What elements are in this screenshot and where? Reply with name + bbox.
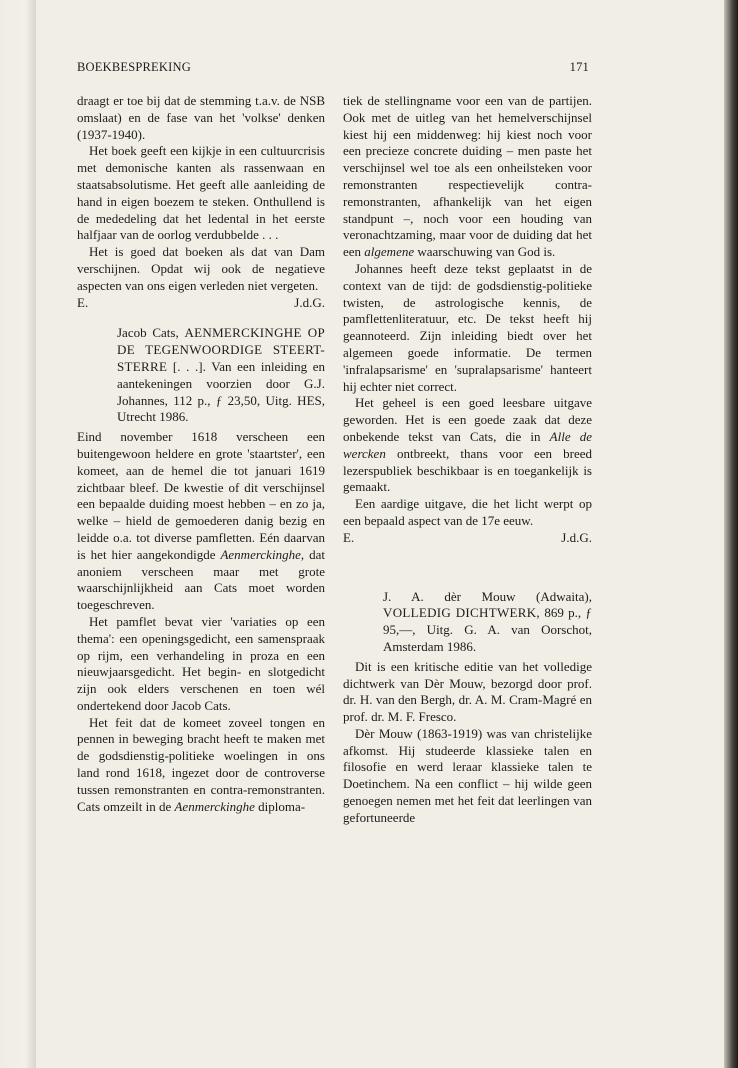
book-citation bbox=[117, 325, 325, 426]
paragraph: Het pamflet bevat vier 'variaties op een thema': een openingsgedicht, een samenspraak op rijm, een verhandeling in proza en een nieuwjaarsgedicht. Het begin- en slotgedicht zijn ook elders verschenen en toen wél ondertekend door Jacob Cats. bbox=[77, 613, 325, 713]
left-column bbox=[77, 93, 325, 815]
paragraph: Dit is een kritische editie van het volledige dichtwerk van Dèr Mouw, bezorgd door prof. dr. H. van den Bergh, dr. A. M. Cram-Magré en prof. dr. M. F. Fresco. bbox=[343, 658, 592, 725]
signature-initial: E. bbox=[343, 529, 355, 545]
section-gap bbox=[343, 547, 592, 589]
paragraph: tiek de stellingname voor een van de partijen. Ook met de uitleg van het hemelverschijnsel kiest hij een middenweg: hij kiest noch voor een precieze concrete duiding – men paste het verschijnsel wel toe als een onheilsteken voor remonstranten respectievelijk contra-remonstranten, afhankelijk van het eigen standpunt –, noch voor een houding van veronachtzaming, maar voor de duiding dat het een algemene waarschuwing van God is. bbox=[343, 93, 592, 260]
review-signature bbox=[343, 530, 592, 547]
page-header bbox=[77, 60, 589, 80]
paragraph: Een aardige uitgave, die het licht werpt op een bepaald aspect van de 17e eeuw. bbox=[343, 496, 592, 528]
paragraph: Johannes heeft deze tekst geplaatst in de context van de tijd: de godsdienstig-politieke twisten, de astrologische kennis, de pamflettenliteratuur, etc. De tekst heeft hij geannoteerd. Zijn inleiding biedt over het algemeen goede informatie. De termen 'infralapsarisme' en 'supralapsarisme' hanteert hij echter niet correct. bbox=[343, 260, 592, 394]
signature-initial: E. bbox=[77, 294, 89, 310]
paragraph: Het feit dat de komeet zoveel tongen en pennen in beweging bracht heeft te maken met de godsdienstig-politieke woelingen in ons land rond 1618, ingezet door de controverse tussen remonstranten en contra-remonstranten. Cats omzeilt in de Aenmerckinghe diploma- bbox=[77, 714, 325, 814]
paragraph: draagt er toe bij dat de stemming t.a.v. de NSB omslaat) en de fase van het 'volkse' denken (1937-1940). bbox=[77, 93, 325, 142]
page-number: 171 bbox=[569, 60, 589, 74]
scan-margin-left bbox=[0, 0, 36, 1068]
paragraph: Het is goed dat boeken als dat van Dam verschijnen. Opdat wij ook de negatieve aspecten van ons eigen verleden niet vergeten. bbox=[77, 244, 325, 293]
italic-title: Aenmerckinghe, bbox=[220, 546, 305, 562]
italic-title: Alle de wercken bbox=[343, 428, 592, 461]
review-signature bbox=[77, 295, 325, 312]
italic-word: algemene bbox=[364, 244, 415, 260]
paragraph: Dèr Mouw (1863-1919) was van christelijke afkomst. Hij studeerde klassieke talen en filosofie en werd leraar klassieke talen te Doetinchem. Na een conflict – hij wilde geen genoegen nemen met het feit dat leerlingen van gefortuneerde bbox=[343, 725, 592, 825]
right-column bbox=[343, 93, 592, 827]
paragraph: Eind november 1618 verscheen een buitengewoon heldere en grote 'staartster', een komeet, aan de hemel die tot januari 1619 zichtbaar bleef. De kwestie of dit verschijnsel een bepaalde duiding moest hebben – en zo ja, welke – hield de gemoederen danig bezig en leidde o.a. tot diverse pamfletten. Eén daarvan is het hier aangekondigde Aenmerckinghe, dat anoniem verscheen maar met grote waarschijnlijkheid aan Cats moet worden toegeschreven. bbox=[77, 429, 325, 613]
paragraph: Het boek geeft een kijkje in een cultuurcrisis met demonische kanten als rassenwaan en staatsabsolutisme. Het geeft alle aanleiding de hand in eigen boezem te steken. Onthullend is de mededeling dat het ledental in het eerste halfjaar van de oorlog verdubbelde . . . bbox=[77, 143, 325, 243]
scan-margin-right bbox=[724, 0, 738, 1068]
citation-title: AENMERCKINGHE OP DE TEGENWOORDIGE STEERT-STERRE bbox=[117, 325, 325, 374]
reviewer-initials: J.d.G. bbox=[294, 294, 325, 310]
citation-author: Jacob Cats, bbox=[117, 325, 179, 341]
reviewer-initials: J.d.G. bbox=[561, 529, 592, 545]
running-title: BOEKBESPREKING bbox=[77, 60, 191, 74]
book-citation bbox=[383, 589, 592, 656]
citation-details: 869 p., ƒ 95,—, Uitg. G. A. van Oorschot, Amsterdam 1986. bbox=[383, 605, 592, 654]
citation-details: [. . .]. Van een inleiding en aantekeningen voorzien door G.J. Johannes, 112 p., ƒ 23,50, Uitg. HES, Utrecht 1986. bbox=[117, 358, 326, 425]
citation-author: J. A. dèr Mouw (Adwaita), bbox=[383, 588, 592, 604]
italic-title: Aenmerckinghe bbox=[174, 798, 255, 814]
citation-title: VOLLEDIG DICHTWERK, bbox=[383, 605, 540, 621]
paragraph: Het geheel is een goed leesbare uitgave geworden. Het is een goede zaak dat deze onbekende tekst van Cats, die in Alle de wercken ontbreekt, thans voor een breed lezerspubliek beschikbaar is en toegankelijk is gemaakt. bbox=[343, 395, 592, 495]
